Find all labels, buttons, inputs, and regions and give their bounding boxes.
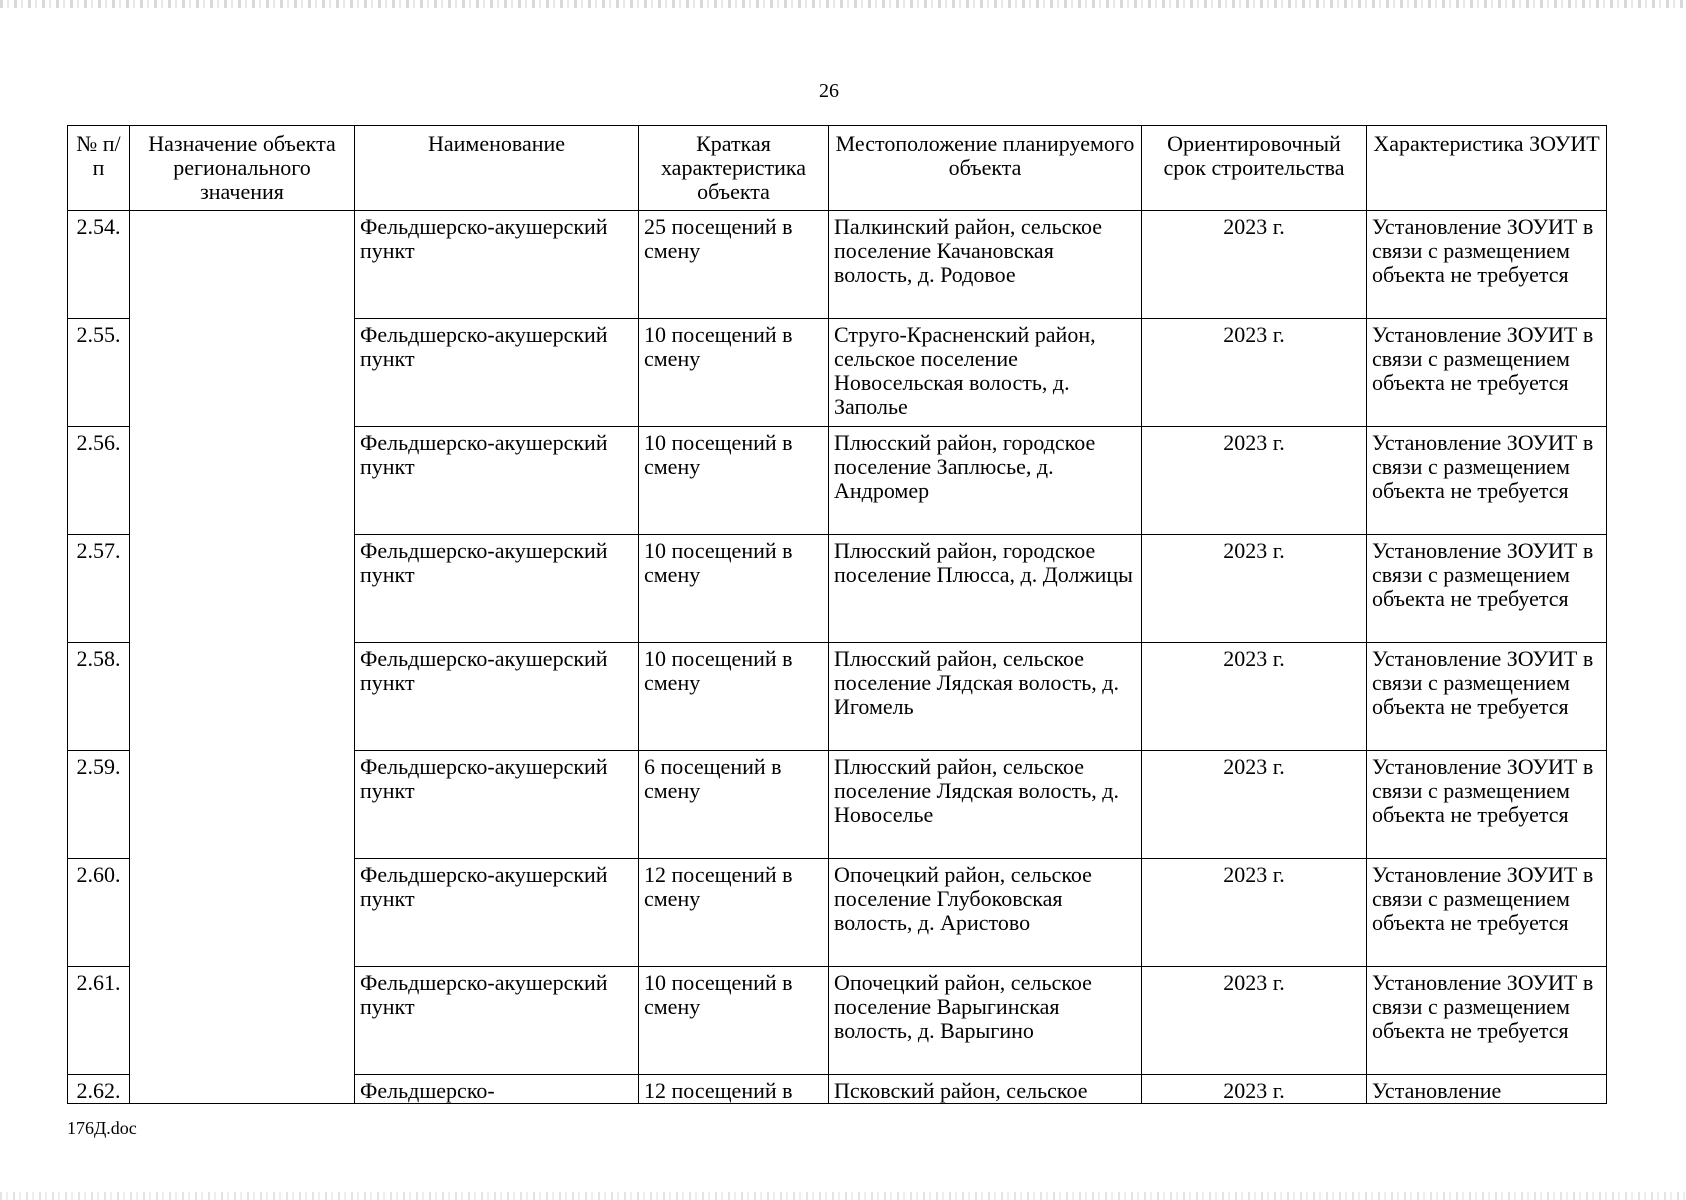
row-term: 2023 г.: [1142, 319, 1367, 427]
row-num: 2.56.: [68, 427, 130, 535]
row-num: 2.61.: [68, 967, 130, 1075]
row-characteristic: 12 посещений в смену: [639, 859, 829, 967]
row-zouit: Установление ЗОУИТ в связи с размещением объекта не требуется: [1367, 535, 1607, 643]
row-term: 2023 г.: [1142, 535, 1367, 643]
row-num: 2.60.: [68, 859, 130, 967]
row-name: Фельдшерско-акушерский пункт: [355, 751, 639, 859]
row-name: Фельдшерско-: [355, 1075, 639, 1104]
row-location: Плюсский район, сельское поселение Лядская волость, д. Игомель: [829, 643, 1142, 751]
scan-edge-bottom: [0, 1192, 1686, 1200]
row-name: Фельдшерско-акушерский пункт: [355, 643, 639, 751]
row-term: 2023 г.: [1142, 859, 1367, 967]
row-num: 2.54.: [68, 211, 130, 319]
row-characteristic: 25 посещений в смену: [639, 211, 829, 319]
row-term: 2023 г.: [1142, 427, 1367, 535]
row-num: 2.55.: [68, 319, 130, 427]
header-term: Ориентировочный срок строительства: [1142, 126, 1367, 211]
row-zouit: Установление ЗОУИТ в связи с размещением объекта не требуется: [1367, 319, 1607, 427]
row-zouit: Установление ЗОУИТ в связи с размещением объекта не требуется: [1367, 643, 1607, 751]
objects-table: [67, 125, 1607, 1104]
row-term: 2023 г.: [1142, 211, 1367, 319]
row-name: Фельдшерско-акушерский пункт: [355, 427, 639, 535]
row-term: 2023 г.: [1142, 643, 1367, 751]
row-name: Фельдшерско-акушерский пункт: [355, 859, 639, 967]
header-zouit: Характеристика ЗОУИТ: [1367, 126, 1607, 211]
row-characteristic: 10 посещений в смену: [639, 535, 829, 643]
row-location: Опочецкий район, сельское поселение Глубоковская волость, д. Аристово: [829, 859, 1142, 967]
table-header-row: [68, 126, 1607, 211]
row-location: Плюсский район, сельское поселение Лядская волость, д. Новоселье: [829, 751, 1142, 859]
row-name: Фельдшерско-акушерский пункт: [355, 535, 639, 643]
header-name: Наименование: [355, 126, 639, 211]
row-zouit: Установление: [1367, 1075, 1607, 1104]
row-name: Фельдшерско-акушерский пункт: [355, 211, 639, 319]
row-zouit: Установление ЗОУИТ в связи с размещением объекта не требуется: [1367, 967, 1607, 1075]
row-characteristic: 10 посещений в смену: [639, 319, 829, 427]
row-location: Плюсский район, городское поселение Плюсса, д. Должицы: [829, 535, 1142, 643]
row-num: 2.57.: [68, 535, 130, 643]
row-num: 2.58.: [68, 643, 130, 751]
header-purpose: Назначение объекта регионального значения: [130, 126, 355, 211]
header-characteristic: Краткая характеристика объекта: [639, 126, 829, 211]
header-num: № п/п: [68, 126, 130, 211]
row-location: Плюсский район, городское поселение Заплюсье, д. Андромер: [829, 427, 1142, 535]
header-location: Местоположение планируемого объекта: [829, 126, 1142, 211]
row-characteristic: 10 посещений в смену: [639, 427, 829, 535]
purpose-cell: [130, 211, 355, 1104]
row-location: Опочецкий район, сельское поселение Варыгинская волость, д. Варыгино: [829, 967, 1142, 1075]
row-term: 2023 г.: [1142, 1075, 1367, 1104]
table-row: [68, 211, 1607, 319]
scan-edge-top: [0, 0, 1686, 8]
row-location: Псковский район, сельское: [829, 1075, 1142, 1104]
document-filename: 176Д.doc: [67, 1118, 137, 1138]
row-name: Фельдшерско-акушерский пункт: [355, 319, 639, 427]
row-name: Фельдшерско-акушерский пункт: [355, 967, 639, 1075]
row-zouit: Установление ЗОУИТ в связи с размещением объекта не требуется: [1367, 859, 1607, 967]
row-zouit: Установление ЗОУИТ в связи с размещением объекта не требуется: [1367, 427, 1607, 535]
row-characteristic: 10 посещений в смену: [639, 643, 829, 751]
row-location: Палкинский район, сельское поселение Качановская волость, д. Родовое: [829, 211, 1142, 319]
page-number: 26: [819, 80, 839, 102]
row-zouit: Установление ЗОУИТ в связи с размещением объекта не требуется: [1367, 211, 1607, 319]
row-term: 2023 г.: [1142, 751, 1367, 859]
row-characteristic: 6 посещений в смену: [639, 751, 829, 859]
row-num: 2.62.: [68, 1075, 130, 1104]
row-characteristic: 12 посещений в: [639, 1075, 829, 1104]
row-num: 2.59.: [68, 751, 130, 859]
row-location: Струго-Красненский район, сельское поселение Новосельская волость, д. Заполье: [829, 319, 1142, 427]
row-characteristic: 10 посещений в смену: [639, 967, 829, 1075]
row-zouit: Установление ЗОУИТ в связи с размещением объекта не требуется: [1367, 751, 1607, 859]
row-term: 2023 г.: [1142, 967, 1367, 1075]
